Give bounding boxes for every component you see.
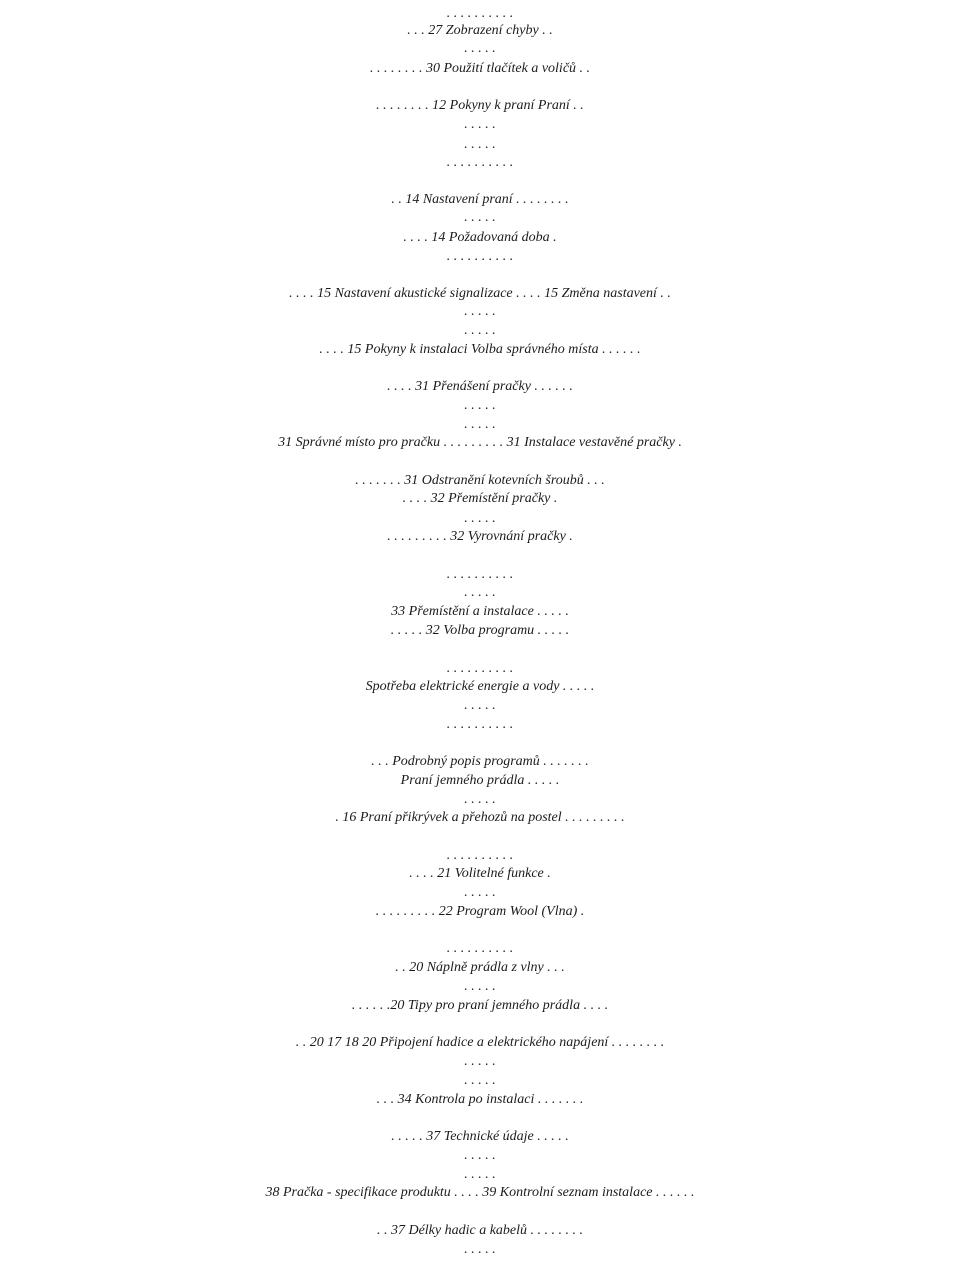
toc-line: . . . . . . . . . . [446, 941, 514, 956]
toc-line: 38 Pračka - specifikace produktu . . . . 39 Kontrolní seznam instalace . . . . . . [265, 1185, 695, 1200]
toc-line: 33 Přemístění a instalace . . . . . [391, 604, 569, 619]
toc-line: . . . . 21 Volitelné funkce . [409, 866, 551, 881]
toc-line: Praní jemného prádla . . . . . [400, 773, 560, 788]
toc-line: . . . . 32 Přemístění pračky . [402, 491, 558, 506]
toc-line: . . . . . 37 Technické údaje . . . . . [391, 1129, 569, 1144]
toc-line: . . . . . [464, 511, 496, 526]
toc-line: . . . . . . . . . 22 Program Wool (Vlna) . [375, 904, 585, 919]
toc-line: . . . 34 Kontrola po instalaci . . . . . . . [376, 1092, 584, 1107]
toc-line: . . . . . [464, 1167, 496, 1182]
toc-line: . . . . . .20 Tipy pro praní jemného prádla . . . . [351, 998, 609, 1013]
toc-line: . . . . . [464, 137, 496, 152]
toc-line: . . . . 15 Nastavení akustické signalizace . . . . 15 Změna nastavení . . [289, 286, 671, 301]
toc-line: . . . . 15 Pokyny k instalaci Volba správného místa . . . . . . [319, 342, 641, 357]
toc-line: . . . . . . . . . . [446, 6, 514, 21]
toc-line: . . . Podrobný popis programů . . . . . . . [371, 754, 589, 769]
toc-line: . . . . . [464, 304, 496, 319]
toc-line: . . . . . [464, 885, 496, 900]
toc-line: . . . . . . . . . 32 Vyrovnání pračky . [387, 529, 573, 544]
toc-line: . . . . . [464, 417, 496, 432]
toc-line: . . . . . 32 Volba programu . . . . . [390, 623, 570, 638]
toc-line: . 16 Praní přikrývek a přehozů na postel . . . . . . . . . [335, 810, 625, 825]
toc-line: . . . . . . . . . . [446, 717, 514, 732]
toc-line: . . . . . [464, 792, 496, 807]
toc-line: . . . . . [464, 41, 496, 56]
toc-line: 31 Správné místo pro pračku . . . . . . . . . 31 Instalace vestavěné pračky . [278, 435, 682, 450]
toc-line: . . . . . [464, 1054, 496, 1069]
toc-line: . . . . . . . . . . [446, 661, 514, 676]
toc-line: . . 20 17 18 20 Připojení hadice a elektrického napájení . . . . . . . . [295, 1035, 665, 1050]
toc-line: Spotřeba elektrické energie a vody . . . . . [365, 679, 595, 694]
toc-line: . . . . . [464, 698, 496, 713]
toc-line: . . 20 Náplně prádla z vlny . . . [395, 960, 565, 975]
toc-line: . . . . . [464, 323, 496, 338]
toc-line: . . . . . [464, 117, 496, 132]
toc-line: . . . . 14 Požadovaná doba . [403, 230, 557, 245]
toc-line: . . . . . . . . 30 Použití tlačítek a voličů . . [369, 61, 591, 76]
toc-line: . . . . . . . . . . [446, 249, 514, 264]
toc-line: . . . . . [464, 1242, 496, 1257]
toc-line: . . . 27 Zobrazení chyby . . [407, 23, 553, 38]
toc-line: . . . . 31 Přenášení pračky . . . . . . [387, 379, 573, 394]
toc-line: . . 37 Délky hadic a kabelů . . . . . . . . [376, 1223, 584, 1238]
toc-line: . . . . . . . . . . [446, 567, 514, 582]
toc-line: . . . . . . . 31 Odstranění kotevních šroubů . . . [355, 473, 605, 488]
toc-line: . . . . . [464, 398, 496, 413]
toc-line: . . . . . [464, 1073, 496, 1088]
toc-line: . . . . . . . . . . [446, 155, 514, 170]
toc-line: . . . . . [464, 210, 496, 225]
toc-line: . . . . . [464, 979, 496, 994]
toc-line: . . . . . . . . . . [446, 848, 514, 863]
toc-line: . . . . . . . . 12 Pokyny k praní Praní . . [376, 98, 584, 113]
toc-line: . . . . . [464, 1148, 496, 1163]
toc-line: . . 14 Nastavení praní . . . . . . . . [391, 192, 569, 207]
toc-line: . . . . . [464, 585, 496, 600]
